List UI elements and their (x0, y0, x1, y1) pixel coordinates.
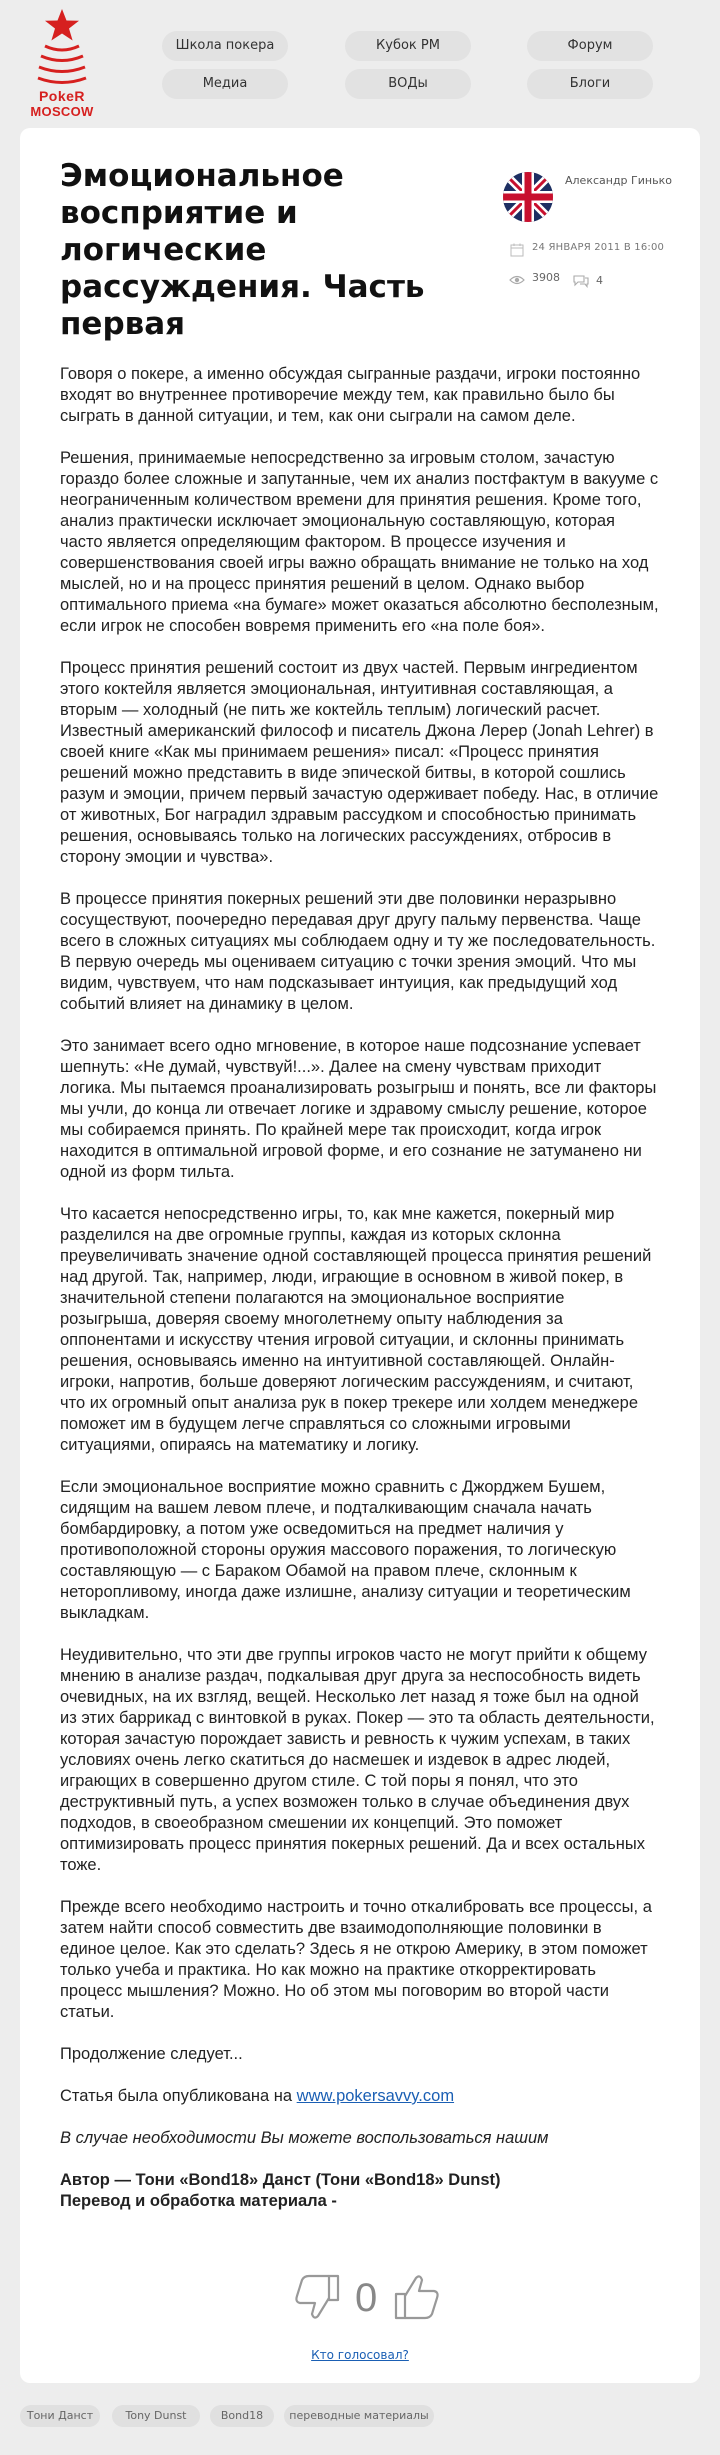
who-voted-link[interactable]: Кто голосовал? (311, 2348, 409, 2362)
vote-widget (290, 2270, 460, 2330)
paragraph: Что касается непосредственно игры, то, как мне кажется, покерный мир разделился на две огромные группы, каждая из которых склонна преувеличивать значение одной составляющей процесса принятия решений над другой. Так, например, люди, играющие в основном в живой покер, в значительной степени полагаются на эмоциональное восприятие розыгрыша, доверяя своему многолетнему опыту наблюдения за оппонентами и искусству чтения игровой ситуации, и склонны принимать решения, основываясь именно на интуитивной составляющей. Онлайн-игроки, напротив, больше доверяют логическим рассуждениям, и считают, что их огромный опыт анализа рук в покер трекере или холдем менеджере поможет им в будущем легче справляться со сложными игровыми ситуациями, опираясь на математику и логику. (60, 1205, 652, 1454)
paragraph: Это занимает всего одно мгновение, в которое наше подсознание успевает шепнуть: «Не думай, чувствуй!...». Далее на смену чувствам приходит логика. Мы пытаемся проанализировать розыгрыш и понять, все ли факторы мы учли, до конца ли отвечает логике и здравому смыслу решение, которое мы собираемся принять. По крайней мере так происходит, когда игрок находится в оптимальной игровой форме, и его сознание не затуманено ни одной из форм тильта. (60, 1037, 657, 1181)
paragraph: Прежде всего необходимо настроить и точно откалибровать все процессы, а затем найти способ совместить две взаимодополняющие половинки в единое целое. Как это сделать? Здесь я не открою Америку, в этом поможет только учеба и практика. Но как можно на практике откорректировать процесс мышления? Можно. Но об этом мы поговорим во второй части статьи. (60, 1898, 652, 2021)
credit-author: Автор — Тони «Bond18» Данст (Тони «Bond18» Dunst) (60, 2171, 501, 2189)
red-star-icon (44, 8, 80, 42)
source-prefix: Статья была опубликована на (60, 2087, 297, 2105)
article-card (20, 128, 700, 2383)
poker-moscow-logo[interactable] (28, 8, 96, 120)
publish-date: 24 ЯНВАРЯ 2011 В 16:00 (532, 242, 665, 253)
nav-blogs[interactable]: Блоги (527, 69, 653, 99)
source-line (60, 2086, 660, 2107)
article-title: Эмоциональное восприятие и логические рассуждения. Часть первая (60, 158, 425, 342)
calendar-icon (510, 243, 524, 257)
author-name[interactable]: Александр Гинько (565, 174, 672, 187)
logo-text-moscow: MOSCOW (30, 104, 94, 119)
source-link[interactable]: www.pokersavvy.com (296, 2087, 455, 2105)
nav-forum[interactable]: Форум (527, 31, 653, 61)
nav-vods[interactable]: ВОДы (345, 69, 471, 99)
tag-item[interactable]: Bond18 (210, 2405, 274, 2427)
thumb-up-icon[interactable] (390, 2270, 444, 2324)
help-note: В случае необходимости Вы можете воспользоваться нашим (60, 2129, 549, 2147)
thumb-down-icon[interactable] (290, 2270, 344, 2324)
credit-translation: Перевод и обработка материала - (60, 2192, 337, 2210)
paragraph: Говоря о покере, а именно обсуждая сыгранные раздачи, игроки постоянно входят во внутреннее противоречие между тем, как правильно было бы сыграть в данной ситуации, и тем, как они сыграли на самом деле. (60, 365, 641, 425)
logo-text-poker: PokeR (38, 88, 86, 104)
uk-flag-icon (503, 172, 553, 222)
tag-item[interactable]: переводные материалы (284, 2405, 434, 2427)
paragraph: Продолжение следует... (60, 2045, 243, 2063)
author-avatar[interactable] (503, 172, 553, 222)
tag-item[interactable]: Tony Dunst (112, 2405, 200, 2427)
views-count: 3908 (532, 271, 560, 284)
nav-poker-school[interactable]: Школа покера (162, 31, 288, 61)
site-header (0, 0, 720, 125)
tower-icon (36, 42, 88, 86)
article-body (60, 364, 660, 2212)
voters-row (20, 2348, 700, 2362)
paragraph: Процесс принятия решений состоит из двух частей. Первым ингредиентом этого коктейля является эмоциональная, интуитивная составляющая, а вторым — холодный (не пить же коктейль теплым) логический расчет. Известный американский философ и писатель Джона Лерер (Jonah Lehrer) в своей книге «Как мы принимаем решения» писал: «Процесс принятия решений можно представить в виде эпической битвы, в которой сошлись разум и эмоции, причем первый зачастую одерживает победу. Нас, в отличие от животных, Бог наградил здравым рассудком и способностью принимать решения, основываясь только на логических рассуждениях, отбросив в сторону эмоции и чувства». (60, 659, 659, 866)
tag-item[interactable]: Тони Данст (20, 2405, 100, 2427)
eye-icon (509, 274, 525, 286)
paragraph: Если эмоциональное восприятие можно сравнить с Джорджем Бушем, сидящим на вашем левом плече, и подталкивающим сначала начать бомбардировку, а потом уже осведомиться на предмет наличия у противоположной стороны оружия массового поражения, то логическую составляющую — с Бараком Обамой на правом плече, склонным к неторопливому, иногда даже излишне, анализу ситуации и теоретическим выкладкам. (60, 1478, 631, 1622)
nav-rm-cup[interactable]: Кубок РМ (345, 31, 471, 61)
paragraph: Решения, принимаемые непосредственно за игровым столом, зачастую гораздо более сложные и запутанные, чем их анализ постфактум в вакууме с неограниченным количеством времени для принятия решения. Кроме того, анализ практически исключает эмоциональную составляющую, которая часто является определяющим фактором. В процессе изучения и совершенствования своей игры важно обращать внимание не только на ход мыслей, но и на процесс принятия решений в целом. Однако выбор оптимального приема «на бумаге» может оказаться абсолютно бесполезным, если игрок не способен вовремя применить его «на поле боя». (60, 449, 659, 635)
paragraph: Неудивительно, что эти две группы игроков часто не могут прийти к общему мнению в анализе раздач, подкалывая друг друга за неспособность видеть очевидных, на их взгляд, вещей. Несколько лет назад я тоже был на одной из этих баррикад с винтовкой в руках. Покер — это та область деятельности, которая зачастую порождает зависть и ревность к чужим успехам, в таких условиях очень легко скатиться до насмешек и издевок в адрес людей, играющих в совершенно другом стиле. С той поры я понял, что это деструктивный путь, а успех возможен только в случае объединения двух подходов, в своеобразном смешении их концепций. Это поможет оптимизировать процесс принятия покерных решений. Да и всех остальных тоже. (60, 1646, 655, 1874)
comment-icon (573, 274, 589, 288)
comments-count[interactable]: 4 (596, 274, 603, 287)
paragraph: В процессе принятия покерных решений эти две половинки неразрывно сосуществуют, поочередно передавая друг другу пальму первенства. Чаще всего в сложных ситуациях мы соблюдаем одну и ту же последовательность. В первую очередь мы оцениваем ситуацию с точки зрения эмоций. Что мы видим, чувствуем, что нам подсказывает интуиция, как предыдущий ход событий влияет на динамику в целом. (60, 890, 656, 1013)
nav-media[interactable]: Медиа (162, 69, 288, 99)
vote-count: 0 (355, 2276, 378, 2320)
